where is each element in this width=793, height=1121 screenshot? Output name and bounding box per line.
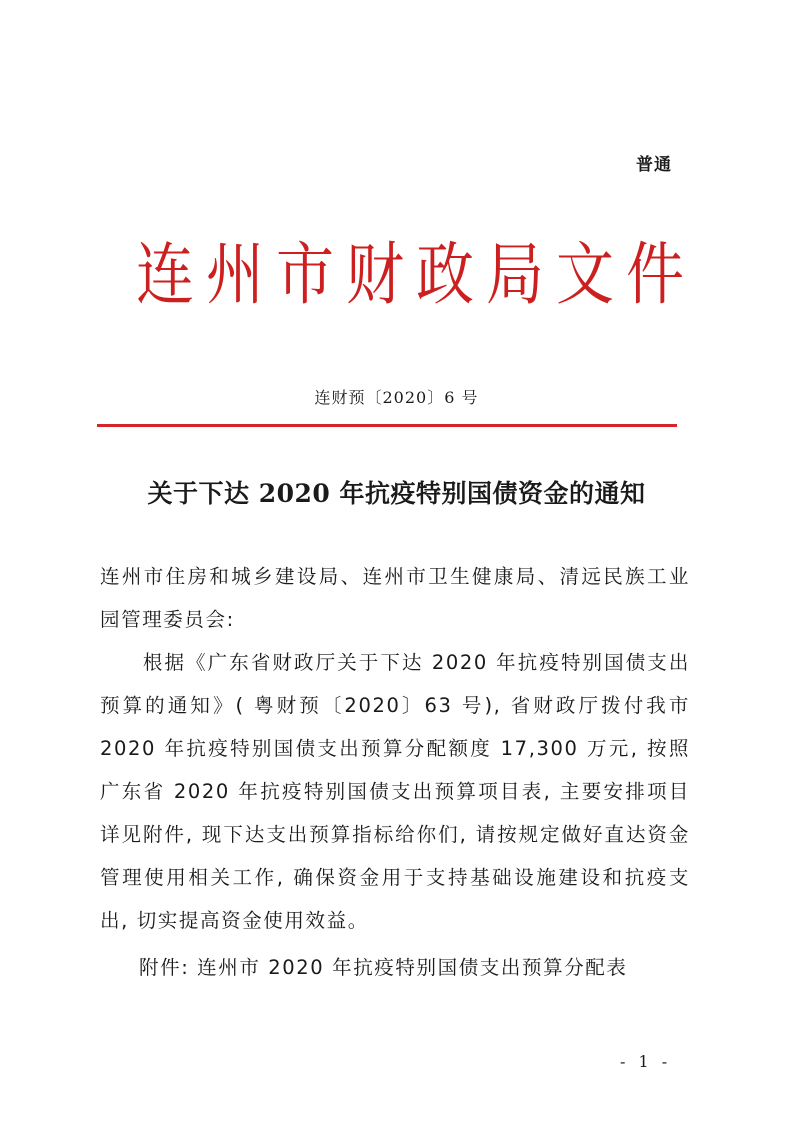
document-body	[100, 555, 690, 942]
main-paragraph: 根据《广东省财政厅关于下达 2020 年抗疫特别国债支出预算的通知》( 粤财预〔2020〕63 号), 省财政厅拨付我市 2020 年抗疫特别国债支出预算分配额度 17,300 万元, 按照广东省 2020 年抗疫特别国债支出预算项目表, 主要安排项目详见附件, 现下达支出预算指标给你们, 请按规定做好直达资金管理使用相关工作, 确保资金用于支持基础设施建设和抗疫支出, 切实提高资金使用效益。	[100, 651, 690, 932]
recipients-paragraph: 连州市住房和城乡建设局、连州市卫生健康局、清远民族工业园管理委员会:	[100, 565, 690, 631]
classification-label: 普通	[636, 155, 672, 175]
red-divider-line	[97, 424, 677, 427]
issuing-organization-header: 连州市财政局文件	[136, 234, 697, 315]
document-title: 关于下达 2020 年抗疫特别国债资金的通知	[147, 479, 646, 508]
document-number: 连财预〔2020〕6 号	[314, 388, 479, 407]
attachment-line: 附件: 连州市 2020 年抗疫特别国债支出预算分配表	[139, 956, 628, 979]
page-number: - 1 -	[620, 1052, 672, 1071]
